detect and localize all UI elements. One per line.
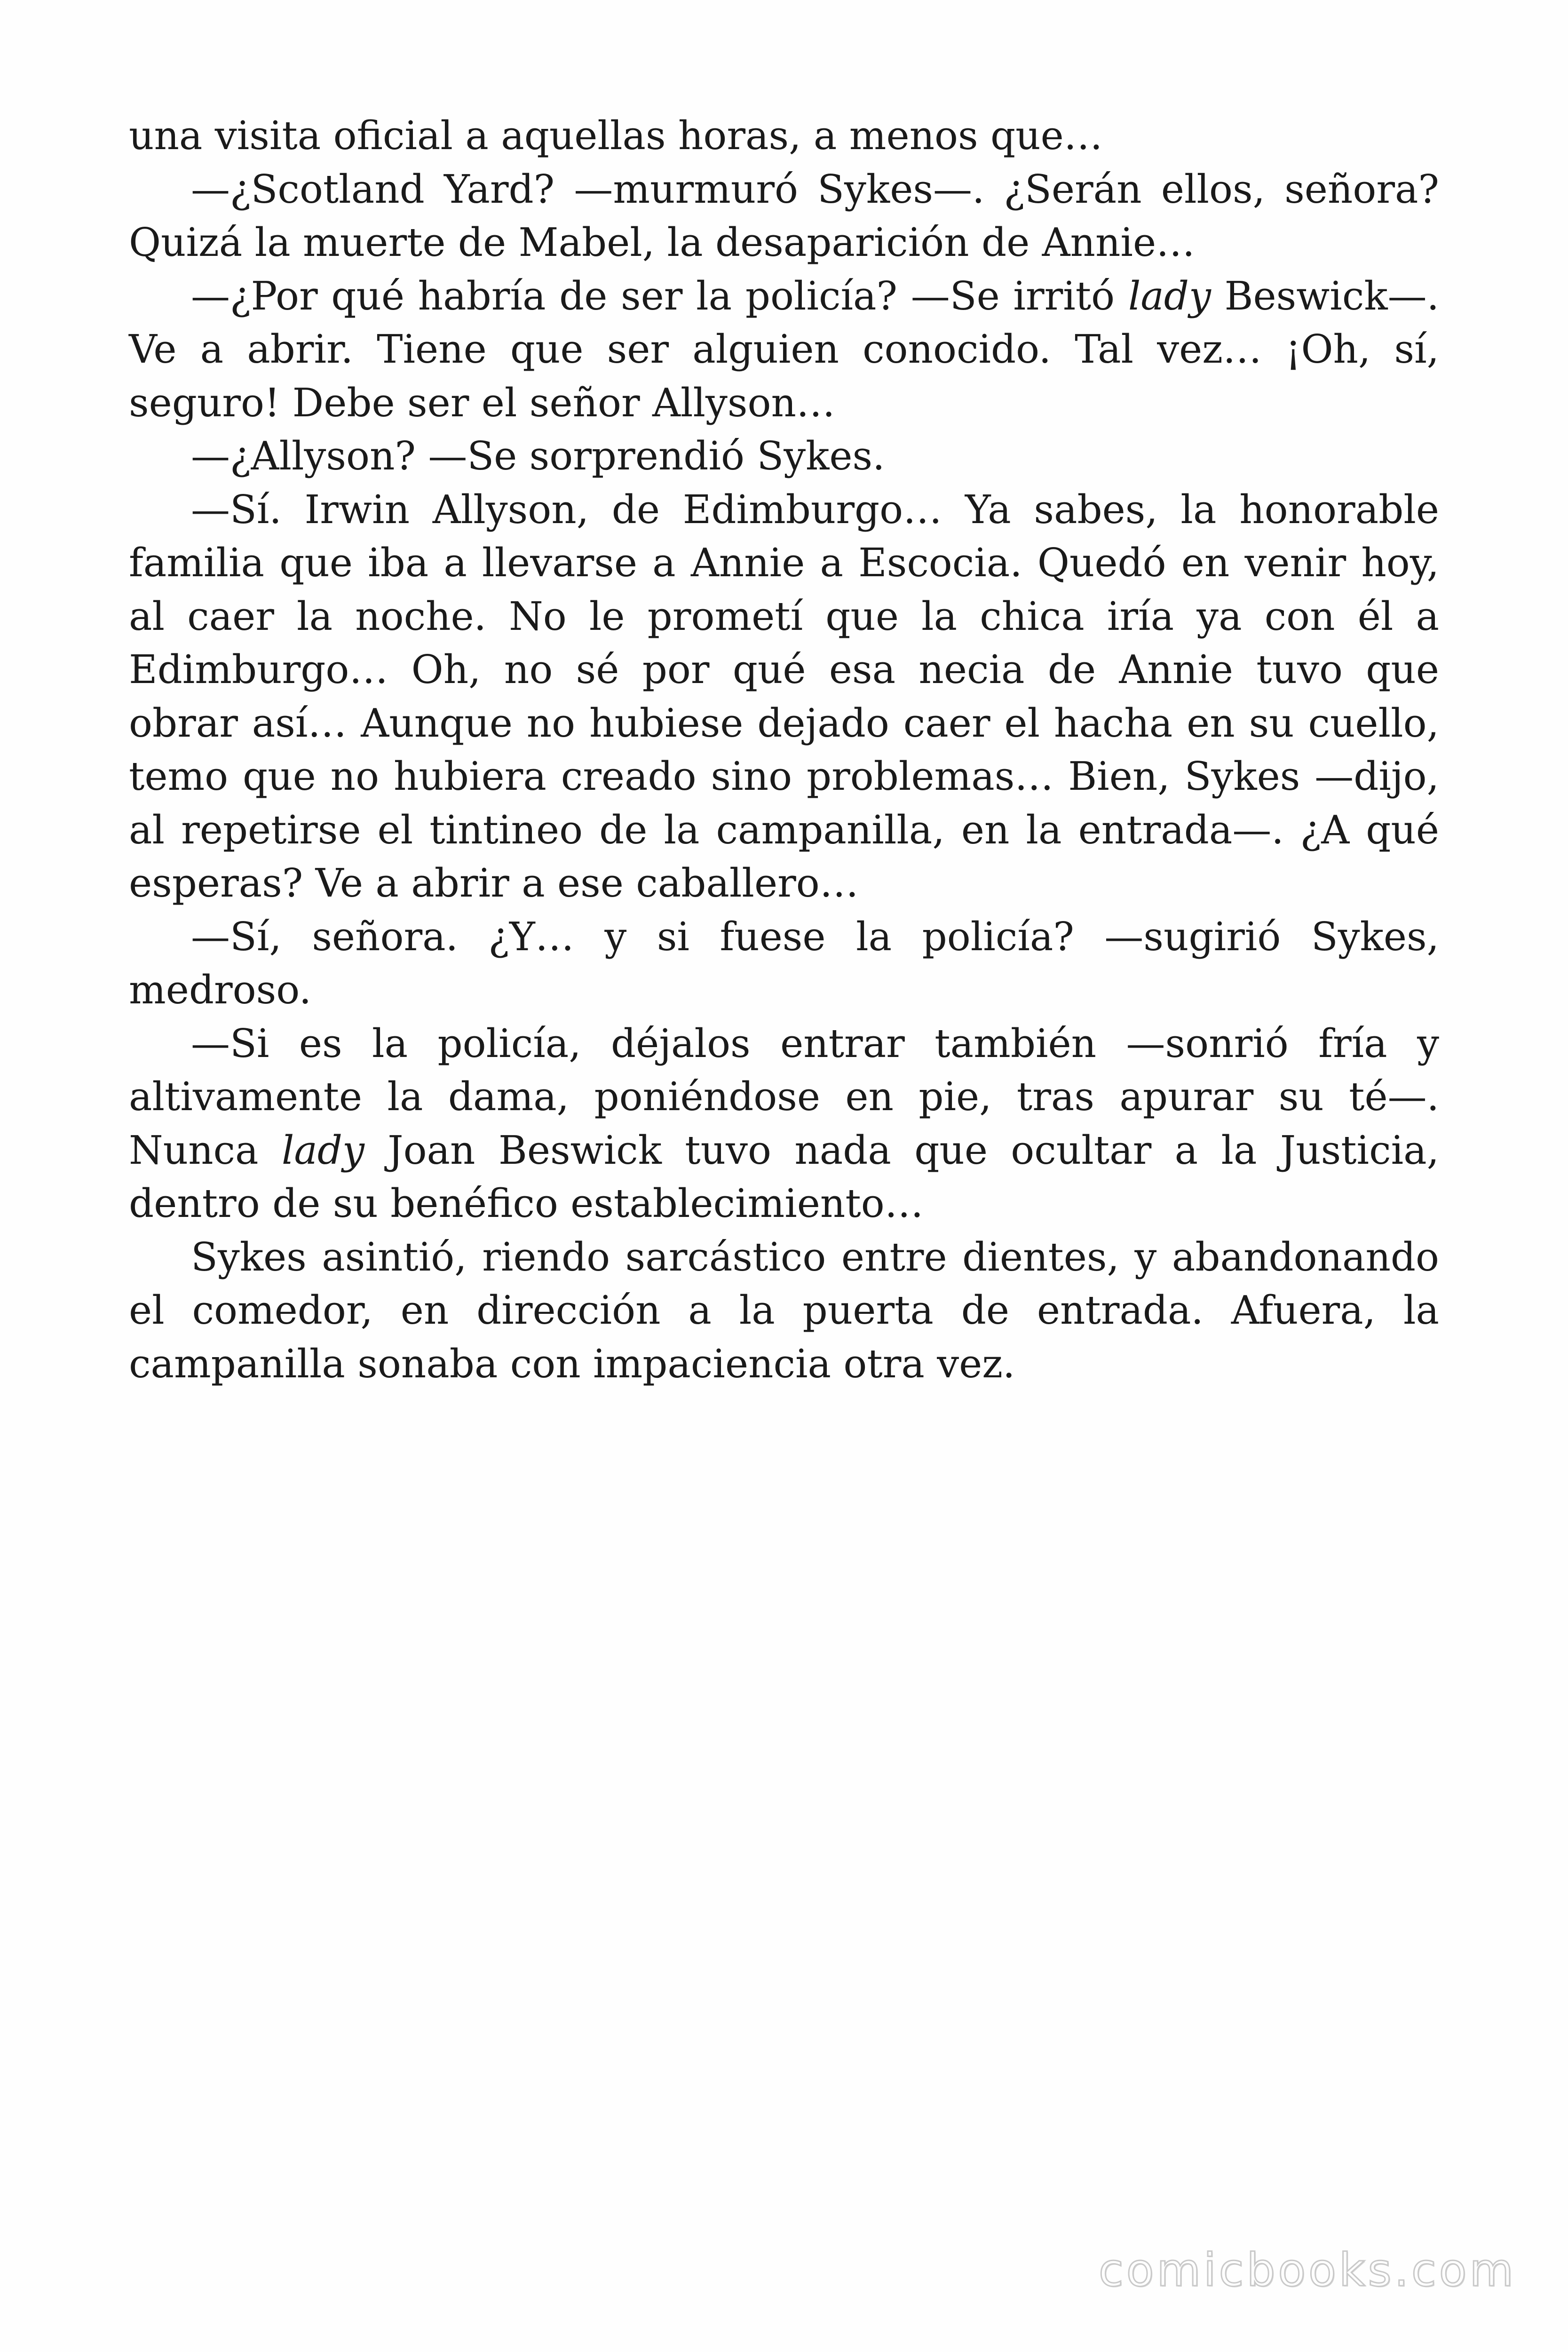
paragraph-text: —¿Scotland Yard? —murmuró Sykes—. ¿Serán ellos, señora? Quizá la muerte de Mabel, la desaparición de Annie… (129, 166, 1439, 265)
paragraph (129, 910, 1439, 1017)
paragraph-italic-text: lady (1128, 273, 1211, 319)
paragraph-text: —Sí, señora. ¿Y… y si fuese la policía? —sugirió Sykes, medroso. (129, 914, 1439, 1013)
paragraph (129, 429, 1439, 483)
paragraph-text: Beswick—. Ve a abrir. Tiene que ser alguien conocido. Tal vez… ¡Oh, sí, seguro! Debe ser el señor Allyson… (129, 273, 1440, 426)
paragraph-text: —¿Por qué habría de ser la policía? —Se irritó (191, 273, 1128, 319)
paragraph (129, 109, 1439, 163)
paragraph-text: —Si es la policía, déjalos entrar también —sonrió fría y altivamente la dama, poniéndose en pie, tras apurar su té—. Nunca (129, 1020, 1439, 1173)
paragraph-text: Joan Beswick tuvo nada que ocultar a la Justicia, dentro de su benéfico establecimiento… (129, 1127, 1439, 1226)
paragraph-text: Sykes asintió, riendo sarcástico entre dientes, y abandonando el comedor, en dirección a la puerta de entrada. Afuera, la campanilla sonaba con impaciencia otra vez. (129, 1234, 1439, 1387)
paragraph (129, 163, 1439, 270)
paragraph (129, 483, 1439, 910)
paragraph-text: —Sí. Irwin Allyson, de Edimburgo… Ya sabes, la honorable familia que iba a llevarse a Annie a Escocia. Quedó en venir hoy, al caer la noche. No le prometí que la chica iría ya con él a Edimburgo… Oh, no sé por qué esa necia de Annie tuvo que obrar así… Aunque no hubiese dejado caer el hacha en su cuello, temo que no hubiera creado sino problemas… Bien, Sykes —dijo, al repetirse el tintineo de la campanilla, en la entrada—. ¿A qué esperas? Ve a abrir a ese caballero… (129, 486, 1439, 906)
paragraph-italic-text: lady (281, 1127, 364, 1173)
page-body-text (129, 109, 1439, 1391)
watermark: comicbooks.com (1098, 2244, 1516, 2296)
paragraph (129, 1231, 1439, 1391)
paragraph (129, 1017, 1439, 1231)
paragraph-text: una visita oficial a aquellas horas, a menos que… (129, 113, 1103, 159)
paragraph (129, 270, 1439, 430)
paragraph-text: —¿Allyson? —Se sorprendió Sykes. (191, 433, 885, 479)
